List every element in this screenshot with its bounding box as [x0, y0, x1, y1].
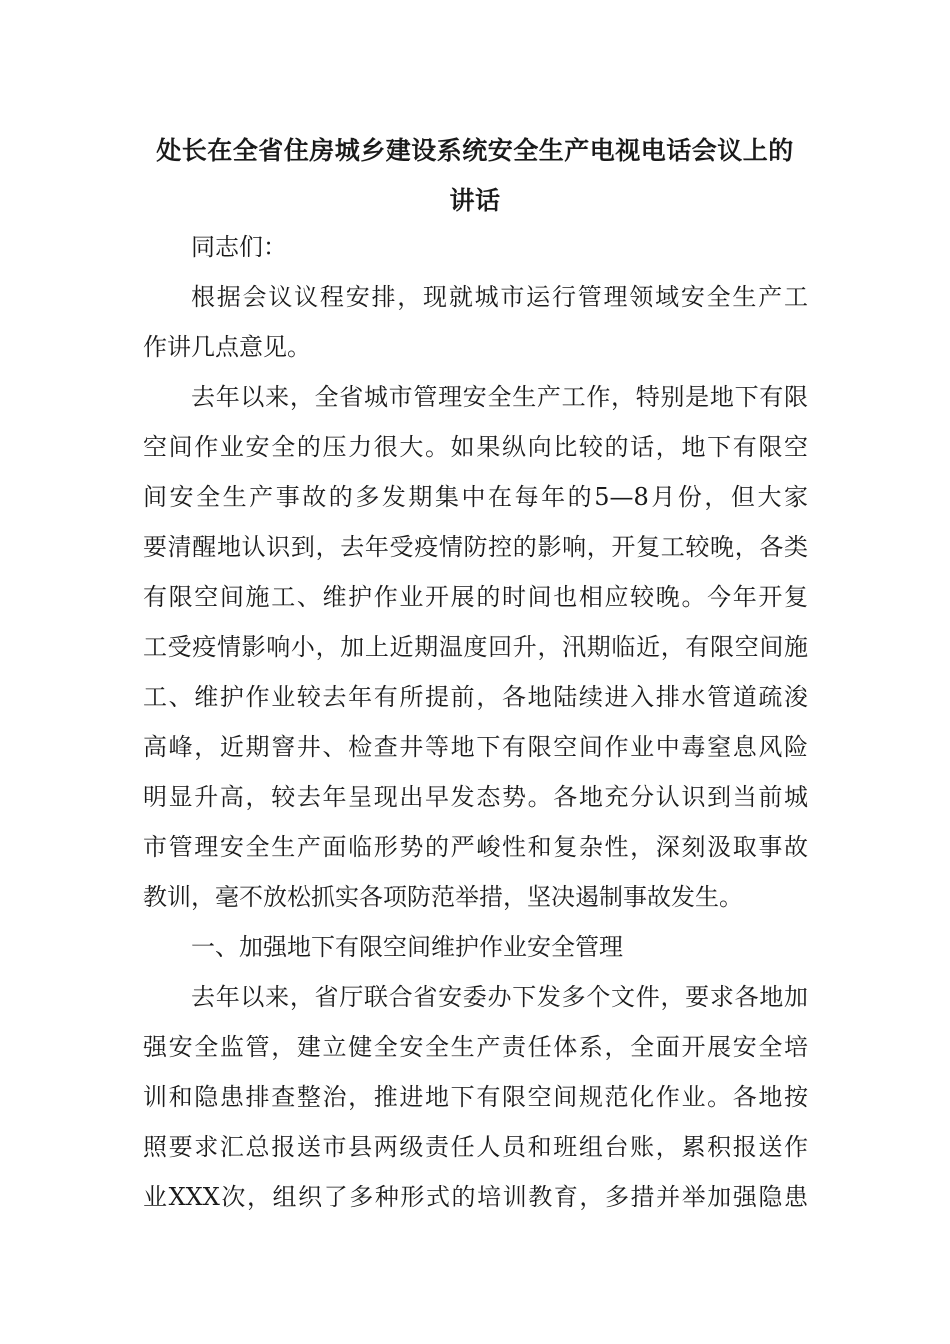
body-line: 间安全生产事故的多发期集中在每年的5—8月份，但大家: [143, 483, 808, 511]
body-line: 去年以来，省厅联合省安委办下发多个文件，要求各地加: [191, 983, 808, 1011]
body-line: 根据会议议程安排，现就城市运行管理领域安全生产工: [191, 283, 808, 311]
body-line: 去年以来，全省城市管理安全生产工作，特别是地下有限: [191, 383, 808, 411]
body-line: 强安全监管，建立健全安全生产责任体系，全面开展安全培: [143, 1033, 808, 1061]
body-line: 空间作业安全的压力很大。如果纵向比较的话，地下有限空: [143, 433, 808, 461]
document-title-line-2: 讲话: [449, 186, 501, 215]
body-line: 有限空间施工、维护作业开展的时间也相应较晚。今年开复: [143, 583, 808, 611]
document-title-line-1: 处长在全省住房城乡建设系统安全生产电视电话会议上的: [156, 136, 794, 165]
body-line: 市管理安全生产面临形势的严峻性和复杂性，深刻汲取事故: [143, 833, 808, 861]
body-line: 训和隐患排查整治，推进地下有限空间规范化作业。各地按: [143, 1083, 808, 1111]
body-line: 教训，毫不放松抓实各项防范举措，坚决遏制事故发生。: [143, 883, 743, 911]
salutation: 同志们：: [191, 233, 287, 261]
body-line: 高峰，近期窨井、检查井等地下有限空间作业中毒窒息风险: [143, 733, 808, 761]
body-line: 明显升高，较去年呈现出早发态势。各地充分认识到当前城: [143, 783, 808, 811]
body-line: 要清醒地认识到，去年受疫情防控的影响，开复工较晚，各类: [143, 533, 808, 561]
body-line: 业XXX次，组织了多种形式的培训教育，多措并举加强隐患: [143, 1183, 808, 1211]
body-line: 工、维护作业较去年有所提前，各地陆续进入排水管道疏浚: [143, 683, 808, 711]
body-line: 作讲几点意见。: [143, 333, 311, 361]
body-line: 工受疫情影响小，加上近期温度回升，汛期临近，有限空间施: [143, 633, 808, 661]
section-heading: 一、加强地下有限空间维护作业安全管理: [191, 933, 623, 961]
body-line: 照要求汇总报送市县两级责任人员和班组台账，累积报送作: [143, 1133, 808, 1161]
